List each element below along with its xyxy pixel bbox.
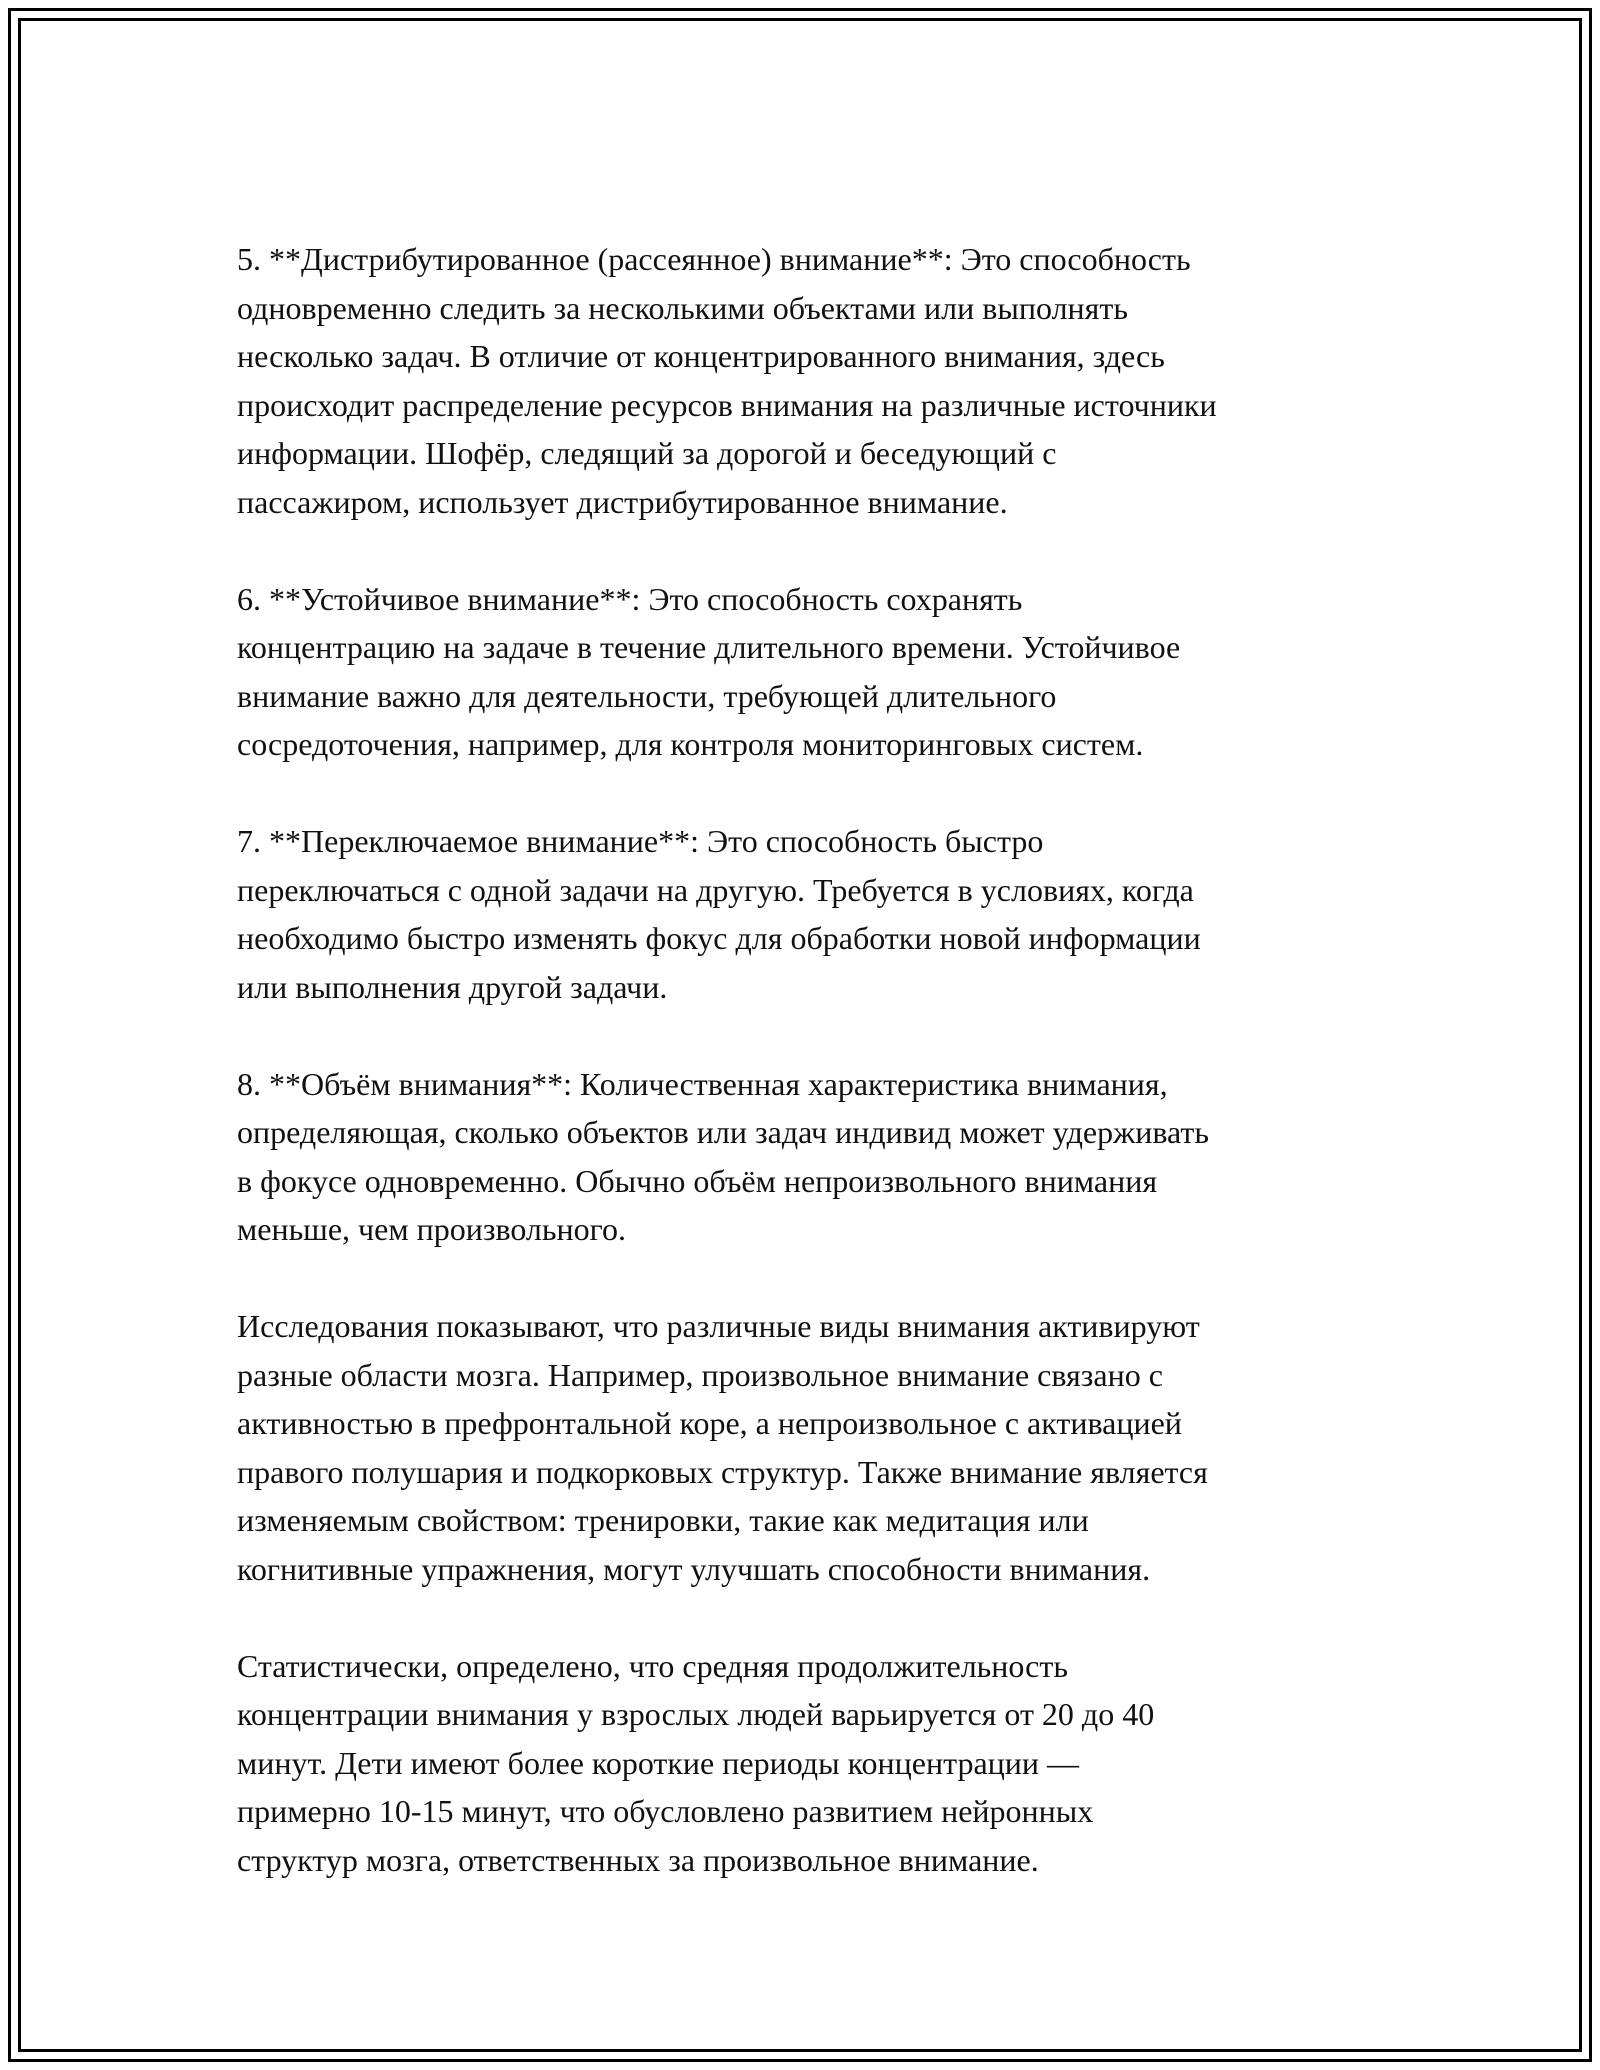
text-line: сосредоточения, например, для контроля мониторинговых систем. xyxy=(237,726,1144,762)
text-line: Исследования показывают, что различные виды внимания активируют xyxy=(237,1308,1200,1344)
text-line: 8. **Объём внимания**: Количественная характеристика внимания, xyxy=(237,1065,1168,1102)
text-line: минут. Дети имеют более короткие периоды концентрации — xyxy=(237,1744,1080,1781)
text-line: активностью в префронтальной коре, а непроизвольное с активацией xyxy=(237,1405,1182,1441)
text-line: изменяемым свойством: тренировки, такие как медитация или xyxy=(237,1502,1089,1538)
paragraph-research xyxy=(237,1302,1387,1593)
text-line: правого полушария и подкорковых структур. Также внимание является xyxy=(237,1453,1208,1490)
text-line: структур мозга, ответственных за произвольное внимание. xyxy=(237,1841,1039,1878)
text-line: происходит распределение ресурсов внимания на различные источники xyxy=(237,386,1217,423)
text-line: или выполнения другой задачи. xyxy=(237,968,668,1005)
text-line: когнитивные упражнения, могут улучшать способности внимания. xyxy=(237,1550,1151,1587)
paragraph-attention-span xyxy=(237,1060,1387,1254)
paragraph-distributed-attention xyxy=(237,235,1387,526)
text-line: внимание важно для деятельности, требующей длительного xyxy=(237,677,1057,714)
text-line: информации. Шофёр, следящий за дорогой и беседующий с xyxy=(237,435,1057,471)
text-line: определяющая, сколько объектов или задач индивид может удерживать xyxy=(237,1114,1209,1150)
text-line: Статистически, определено, что средняя продолжительность xyxy=(237,1647,1068,1684)
text-line: 6. **Устойчивое внимание**: Это способность сохранять xyxy=(237,580,1023,617)
text-line: разные области мозга. Например, произвольное внимание связано с xyxy=(237,1356,1163,1393)
paragraph-switching-attention xyxy=(237,817,1387,1011)
paragraph-sustained-attention xyxy=(237,575,1387,769)
text-line: концентрацию на задаче в течение длительного времени. Устойчивое xyxy=(237,629,1181,665)
text-line: несколько задач. В отличие от концентрированного внимания, здесь xyxy=(237,338,1165,374)
text-line: необходимо быстро изменять фокус для обработки новой информации xyxy=(237,920,1201,956)
document-body xyxy=(237,235,1387,1933)
text-line: переключаться с одной задачи на другую. Требуется в условиях, когда xyxy=(237,871,1194,908)
text-line: в фокусе одновременно. Обычно объём непроизвольного внимания xyxy=(237,1162,1158,1199)
text-line: меньше, чем произвольного. xyxy=(237,1211,626,1247)
text-line: пассажиром, использует дистрибутированное внимание. xyxy=(237,483,1008,520)
paragraph-statistics xyxy=(237,1642,1387,1885)
text-line: одновременно следить за несколькими объектами или выполнять xyxy=(237,289,1128,326)
text-line: примерно 10-15 минут, что обусловлено развитием нейронных xyxy=(237,1793,1094,1829)
text-line: 7. **Переключаемое внимание**: Это способность быстро xyxy=(237,823,1044,859)
text-line: концентрации внимания у взрослых людей варьируется от 20 до 40 xyxy=(237,1696,1155,1732)
text-line: 5. **Дистрибутированное (рассеянное) внимание**: Это способность xyxy=(237,241,1191,277)
